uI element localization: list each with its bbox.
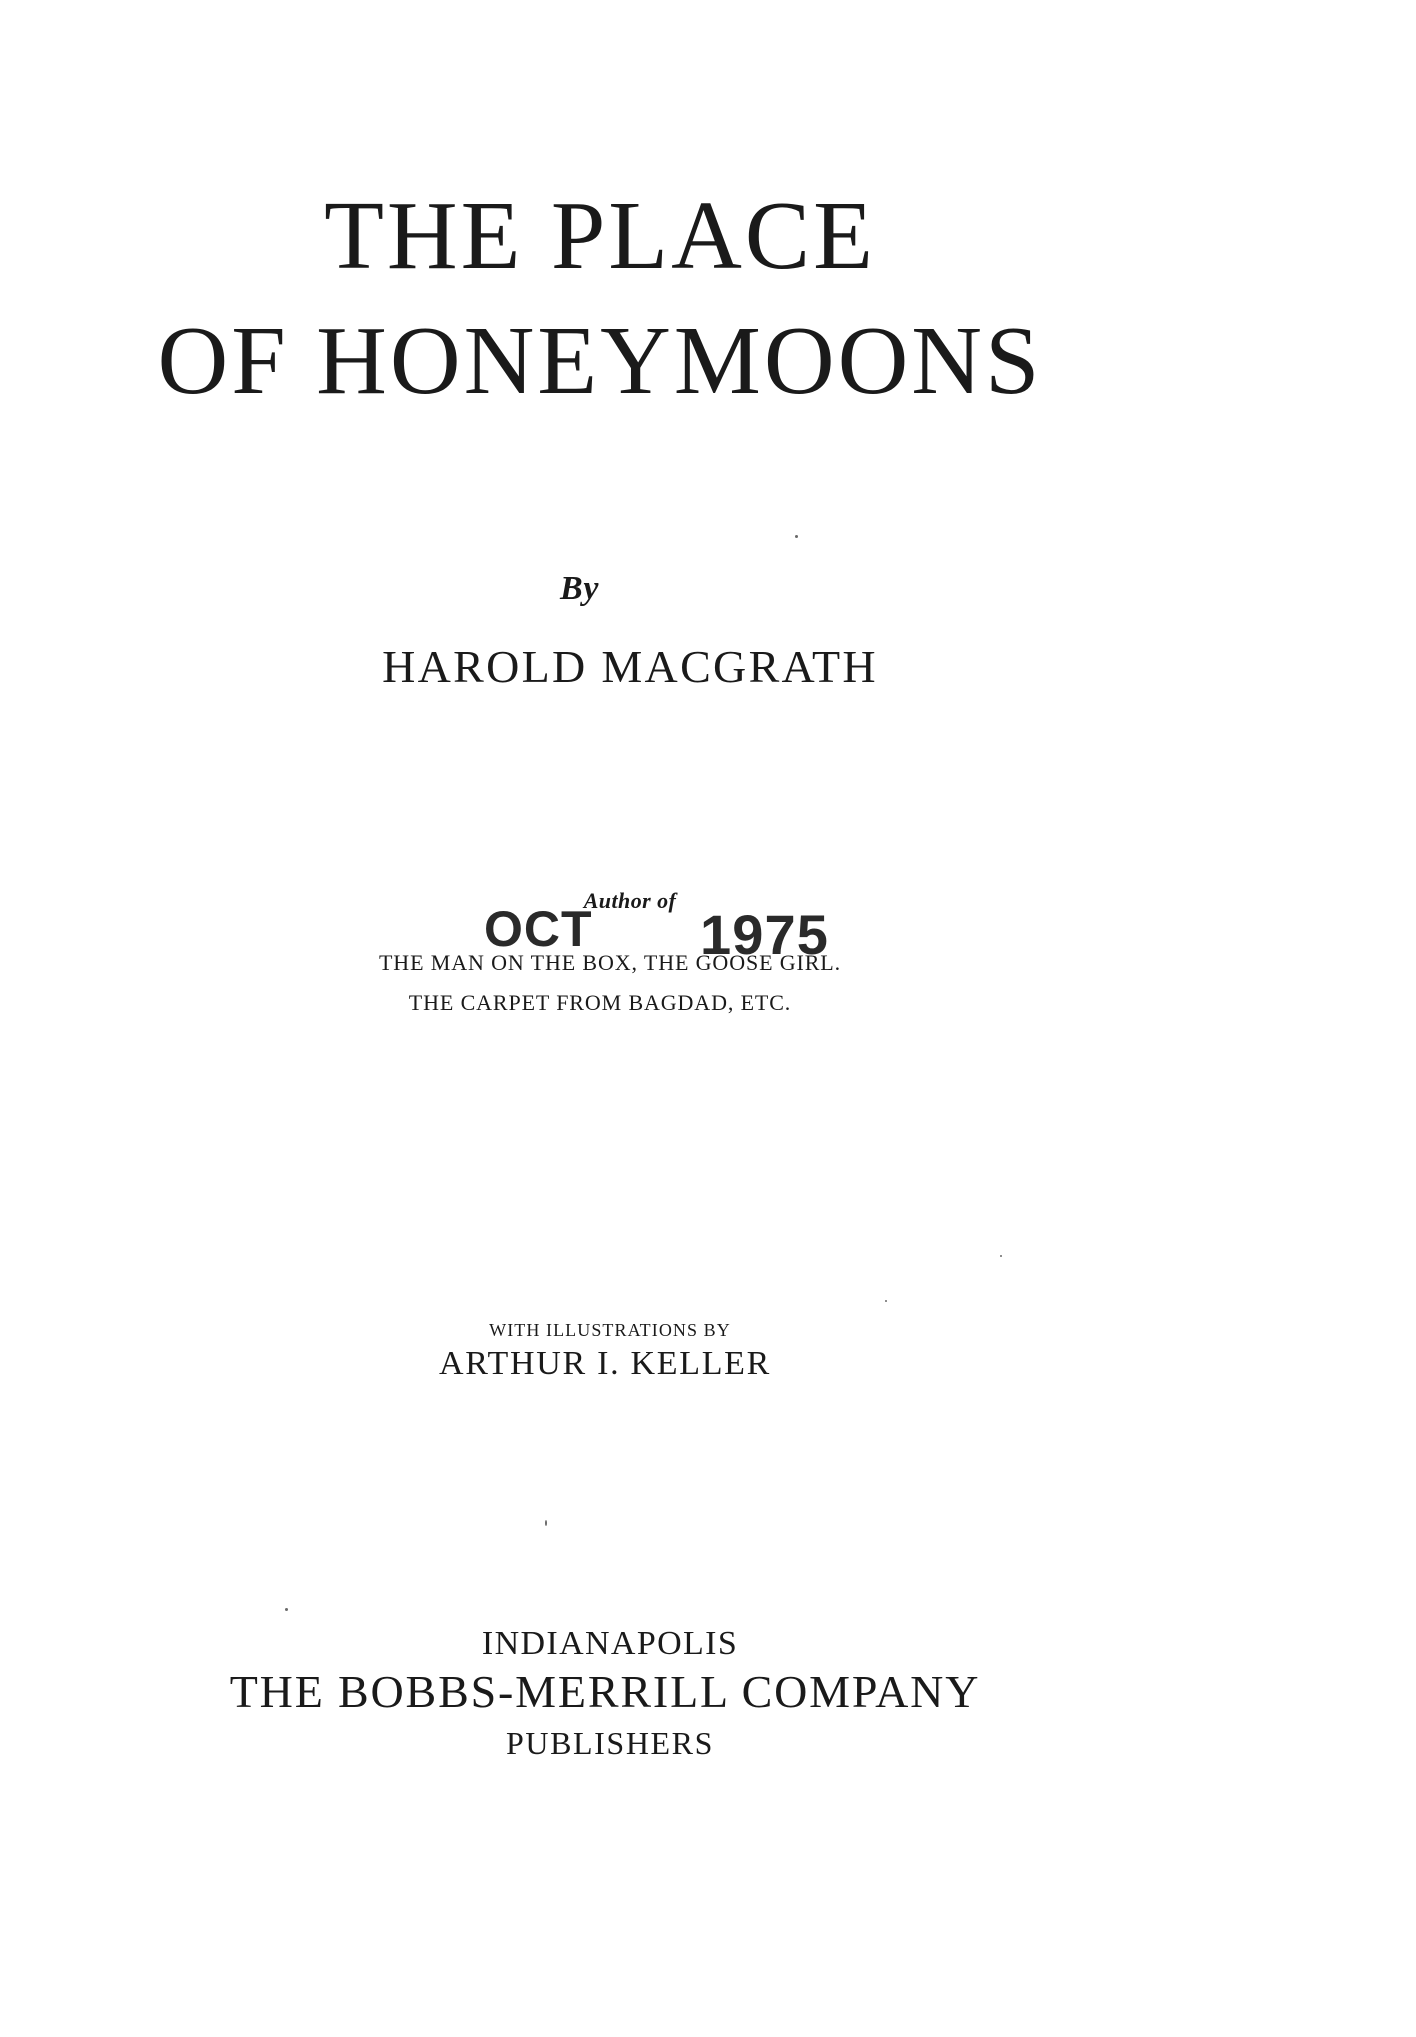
publisher-city: INDIANAPOLIS	[481, 1625, 739, 1662]
illustrator-name: ARTHUR I. KELLER	[438, 1345, 772, 1382]
date-stamp-month: OCT	[484, 901, 593, 957]
author-name: HAROLD MACGRATH	[382, 641, 878, 692]
scan-speck	[545, 1520, 547, 1526]
date-stamp-year: 1975	[700, 903, 830, 966]
illustrations-label: WITH ILLUSTRATIONS BY	[489, 1320, 731, 1340]
book-title-line-2: OF HONEYMOONS	[157, 307, 1043, 415]
scan-speck	[795, 535, 798, 538]
scan-speck	[285, 1608, 288, 1611]
publishers-label: PUBLISHERS	[505, 1725, 715, 1761]
author-of-label: Author of	[583, 888, 677, 913]
scan-speck	[885, 1300, 887, 1302]
publisher-name: THE BOBBS-MERRILL COMPANY	[229, 1666, 981, 1717]
book-title-line-1: THE PLACE	[324, 182, 876, 290]
other-works-line-2: THE CARPET FROM BAGDAD, ETC.	[408, 990, 792, 1015]
by-label: By	[560, 570, 600, 607]
other-works-line-1: THE MAN ON THE BOX, THE GOOSE GIRL.	[378, 950, 842, 975]
scan-speck	[1000, 1255, 1002, 1257]
